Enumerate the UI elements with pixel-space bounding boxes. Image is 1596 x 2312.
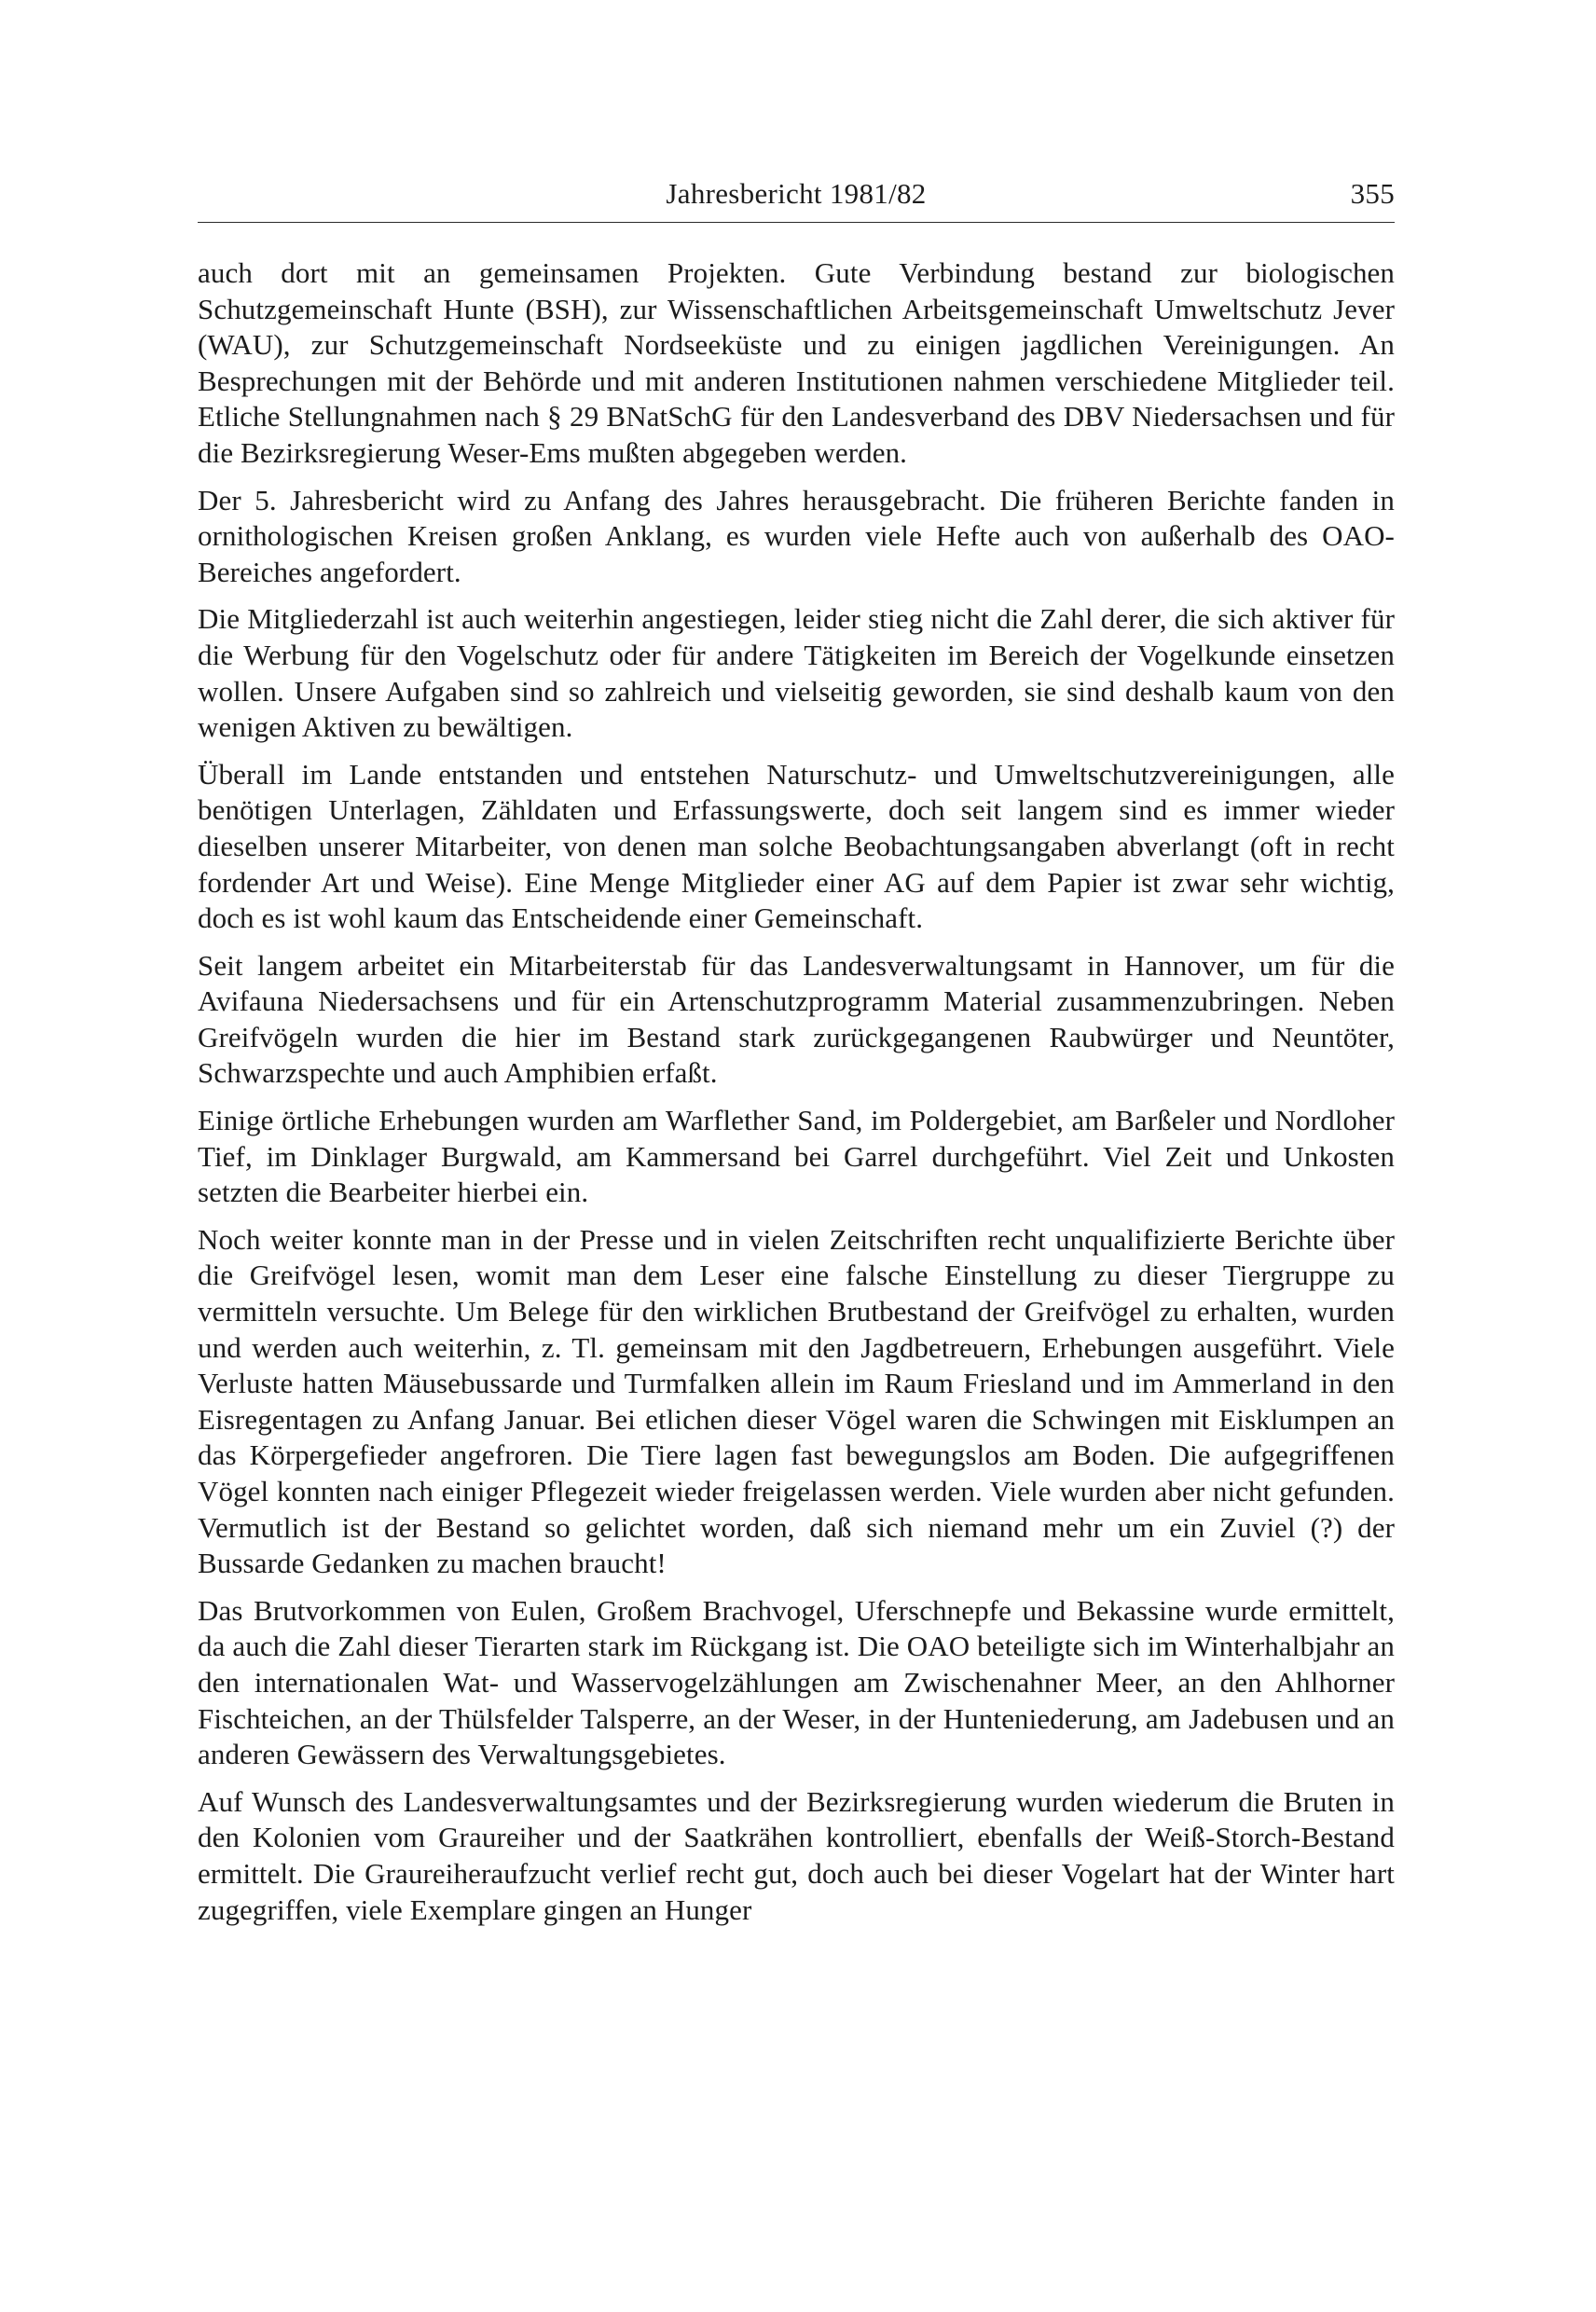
paragraph: Überall im Lande entstanden und entstehen Naturschutz- und Umweltschutzvereinigungen, alle benötigen Unterlagen, Zähldaten und Erfassungswerte, doch seit langem sind es immer wieder dieselben unserer Mitarbeiter, von denen man solche Beobachtungsangaben abverlangt (oft in recht fordender Art und Weise). Eine Menge Mitglieder einer AG auf dem Papier ist zwar sehr wichtig, doch es ist wohl kaum das Entscheidende einer Gemeinschaft. <box>198 757 1395 935</box>
paragraph: Das Brutvorkommen von Eulen, Großem Brachvogel, Uferschnepfe und Bekassine wurde ermittelt, da auch die Zahl dieser Tierarten stark im Rückgang ist. Die OAO beteiligte sich im Winterhalbjahr an den internationalen Wat- und Wasservogelzählungen am Zwischenahner Meer, an den Ahlhorner Fischteichen, an der Thülsfelder Talsperre, an der Weser, in der Hunteniederung, am Jadebusen und an anderen Gewässern des Verwaltungsgebietes. <box>198 1593 1395 1771</box>
paragraph: Der 5. Jahresbericht wird zu Anfang des Jahres herausgebracht. Die früheren Berichte fanden in ornithologischen Kreisen großen Anklang, es wurden viele Hefte auch von außerhalb des OAO-Bereiches angefordert. <box>198 483 1395 588</box>
paragraph: Noch weiter konnte man in der Presse und in vielen Zeitschriften recht unqualifizierte Berichte über die Greifvögel lesen, womit man dem Leser eine falsche Einstellung zu dieser Tiergruppe zu vermitteln versuchte. Um Belege für den wirklichen Brutbestand der Greifvögel zu erhalten, wurden und werden auch weiterhin, z. Tl. gemeinsam mit den Jagdbetreuern, Erhebungen ausgeführt. Viele Verluste hatten Mäusebussarde und Turmfalken allein im Raum Friesland und im Ammerland in den Eisregentagen zu Anfang Januar. Bei etlichen dieser Vögel waren die Schwingen mit Eisklumpen an das Körpergefieder angefroren. Die Tiere lagen fast bewegungslos am Boden. Die aufgegriffenen Vögel konnten nach einiger Pflegezeit wieder freigelassen werden. Viele wurden aber nicht gefunden. Vermutlich ist der Bestand so gelichtet worden, daß sich niemand mehr um ein Zuviel (?) der Bussarde Gedanken zu machen braucht! <box>198 1222 1395 1580</box>
running-title: Jahresbericht 1981/82 <box>666 177 927 210</box>
body-text <box>198 255 1395 1939</box>
page-number: 355 <box>1350 177 1395 210</box>
paragraph: Die Mitgliederzahl ist auch weiterhin angestiegen, leider stieg nicht die Zahl derer, die sich aktiver für die Werbung für den Vogelschutz oder für andere Tätigkeiten im Bereich der Vogelkunde einsetzen wollen. Unsere Aufgaben sind so zahlreich und vielseitig geworden, sie sind deshalb kaum von den wenigen Aktiven zu bewältigen. <box>198 602 1395 744</box>
paragraph: Seit langem arbeitet ein Mitarbeiterstab für das Landesverwaltungsamt in Hannover, um für die Avifauna Niedersachsens und für ein Artenschutzprogramm Material zusammenzubringen. Neben Greifvögeln wurden die hier im Bestand stark zurückgegangenen Raubwürger und Neuntöter, Schwarzspechte und auch Amphibien erfaßt. <box>198 948 1395 1090</box>
header-rule <box>198 222 1395 223</box>
running-head <box>198 173 1395 214</box>
paragraph: Einige örtliche Erhebungen wurden am Warflether Sand, im Poldergebiet, am Barßeler und Nordloher Tief, im Dinklager Burgwald, am Kammersand bei Garrel durchgeführt. Viel Zeit und Unkosten setzten die Bearbeiter hierbei ein. <box>198 1104 1395 1209</box>
paragraph: Auf Wunsch des Landesverwaltungsamtes und der Bezirksregierung wurden wiederum die Bruten in den Kolonien vom Graureiher und der Saatkrähen kontrolliert, ebenfalls der Weiß-Storch-Bestand ermittelt. Die Graureiheraufzucht verlief recht gut, doch auch bei dieser Vogelart hat der Winter hart zugegriffen, viele Exemplare gingen an Hunger <box>198 1784 1395 1926</box>
paragraph: auch dort mit an gemeinsamen Projekten. Gute Verbindung bestand zur biologischen Schutzgemeinschaft Hunte (BSH), zur Wissenschaftlichen Arbeitsgemeinschaft Umweltschutz Jever (WAU), zur Schutzgemeinschaft Nordseeküste und zu einigen jagdlichen Vereinigungen. An Besprechungen mit der Behörde und mit anderen Institutionen nahmen verschiedene Mitglieder teil. Etliche Stellungnahmen nach § 29 BNatSchG für den Landesverband des DBV Niedersachsen und für die Bezirksregierung Weser-Ems mußten abgegeben werden. <box>198 256 1395 469</box>
